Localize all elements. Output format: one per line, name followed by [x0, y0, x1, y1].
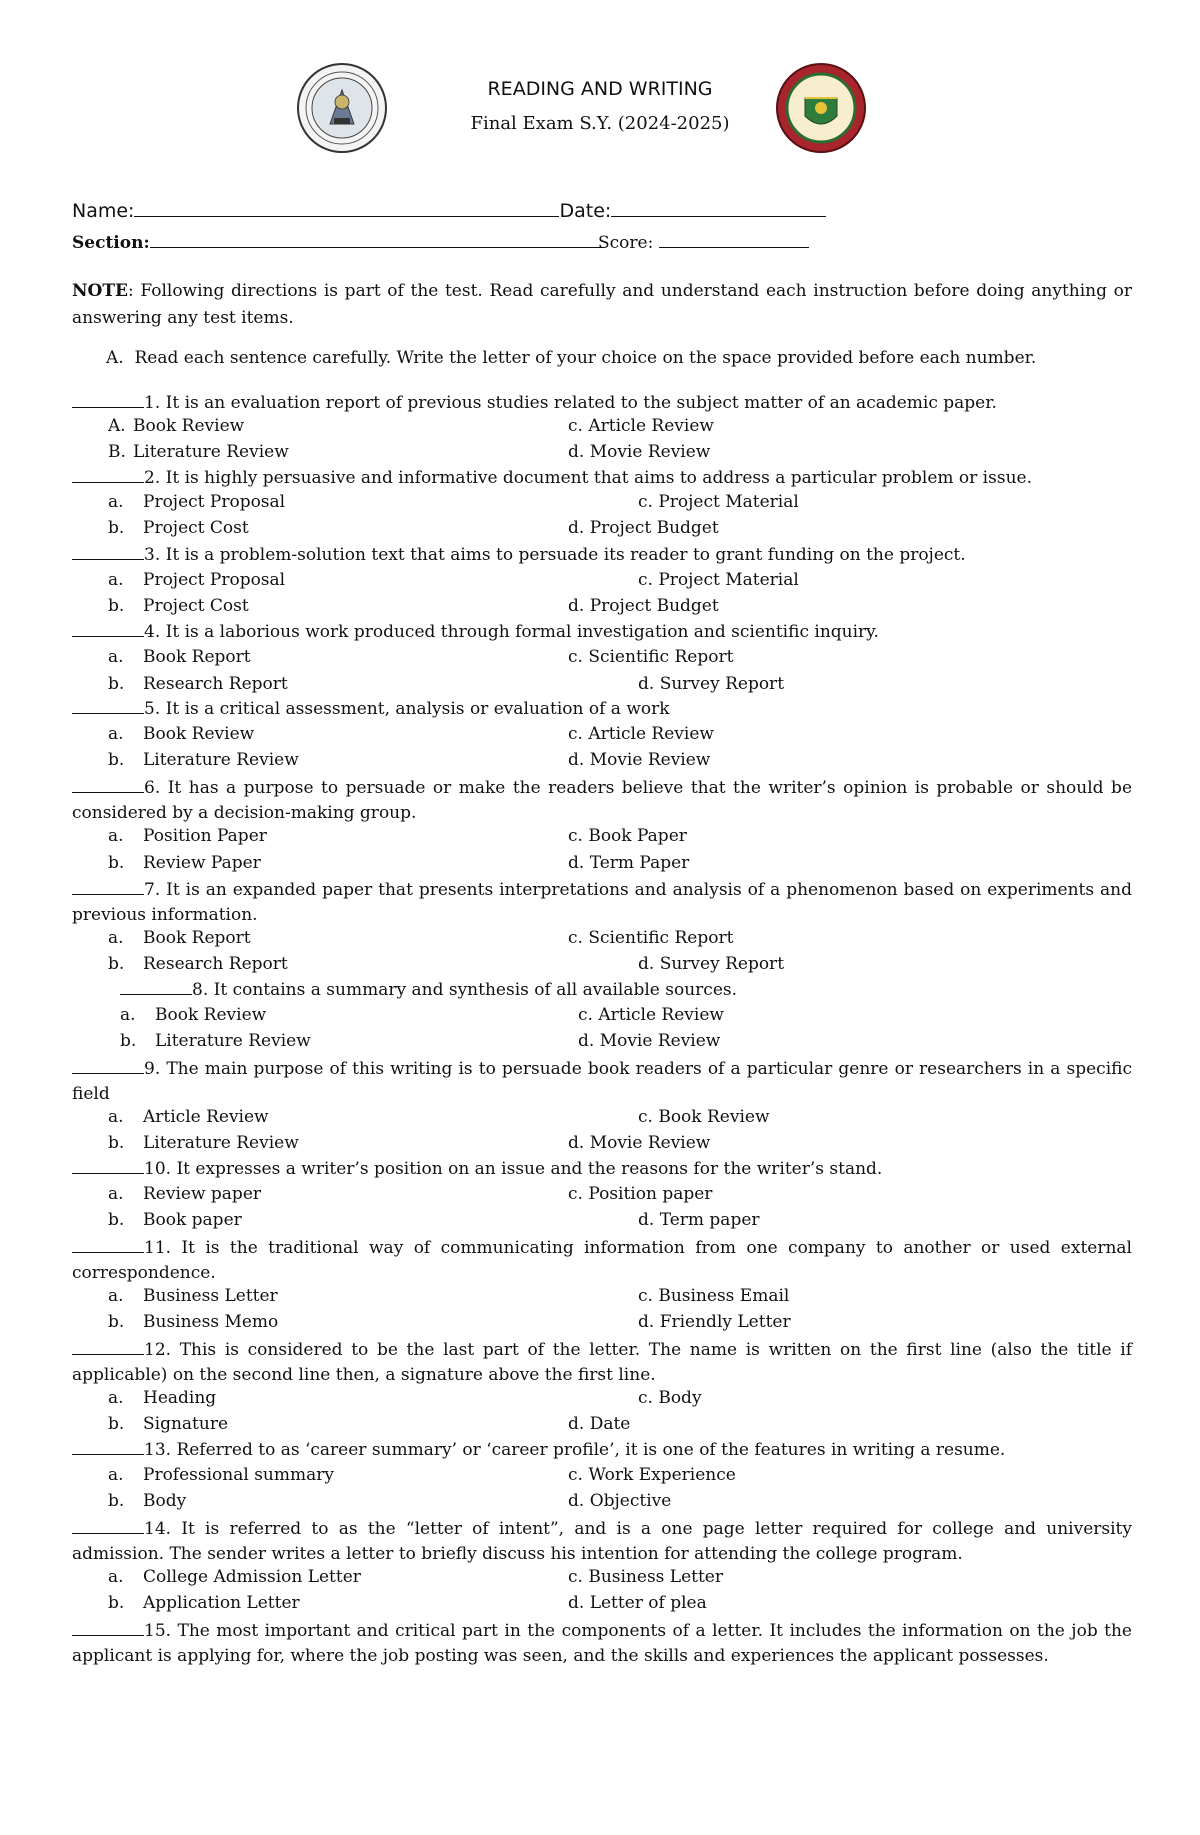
- answer-blank[interactable]: [72, 699, 144, 714]
- option-d: d. Objective: [568, 1491, 672, 1511]
- name-field[interactable]: [134, 196, 559, 217]
- question-15: [72, 1619, 1132, 1669]
- option-a-letter: a.: [108, 724, 124, 744]
- answer-blank[interactable]: [72, 1519, 144, 1534]
- option-b-text: Literature Review: [143, 750, 299, 770]
- option-c: c. Article Review: [568, 416, 714, 436]
- option-d: d. Movie Review: [568, 442, 711, 462]
- option-b-text: Project Cost: [143, 518, 249, 538]
- question-text: 3. It is a problem-solution text that aims to persuade its reader to grant funding on the project.: [144, 545, 966, 565]
- exam-subtitle: Final Exam S.Y. (2024-2025): [470, 113, 730, 134]
- section-field[interactable]: [150, 231, 605, 248]
- question-text: 4. It is a laborious work produced through formal investigation and scientific inquiry.: [144, 622, 879, 642]
- section-row: [72, 231, 605, 253]
- question-2: [72, 468, 1032, 488]
- question-4: [72, 622, 879, 642]
- option-a-letter: a.: [120, 1005, 136, 1025]
- option-b-letter: b.: [108, 954, 125, 974]
- section-a-letter: A.: [106, 348, 124, 368]
- option-b-letter: b.: [108, 518, 125, 538]
- option-a-letter: a.: [108, 1184, 124, 1204]
- question-text: 11. It is the traditional way of communicating information from one company to another or used external correspondence.: [72, 1238, 1132, 1283]
- option-a-text: Project Proposal: [143, 492, 286, 512]
- question-text: 14. It is referred to as the “letter of intent”, and is a one page letter required for college and university admission. The sender writes a letter to briefly discuss his intention for attending the college program.: [72, 1519, 1132, 1564]
- option-a-text: Article Review: [143, 1107, 269, 1127]
- question-3: [72, 545, 966, 565]
- question-text: 13. Referred to as ‘career summary’ or ‘career profile’, it is one of the features in writing a resume.: [144, 1440, 1006, 1460]
- question-text: 5. It is a critical assessment, analysis or evaluation of a work: [144, 699, 670, 719]
- answer-blank[interactable]: [72, 393, 144, 408]
- question-5: [72, 699, 670, 719]
- date-label: Date:: [559, 200, 612, 222]
- option-d: d. Project Budget: [568, 596, 719, 616]
- option-b-letter: b.: [108, 750, 125, 770]
- answer-blank[interactable]: [72, 468, 144, 483]
- option-a-text: Book Report: [143, 647, 251, 667]
- answer-blank[interactable]: [72, 1340, 144, 1355]
- question-text: 7. It is an expanded paper that presents interpretations and analysis of a phenomenon based on experiments and previous information.: [72, 880, 1132, 925]
- option-a-text: Review paper: [143, 1184, 262, 1204]
- section-a-text: Read each sentence carefully. Write the letter of your choice on the space provided before each number.: [134, 348, 1037, 368]
- option-a-text: Project Proposal: [143, 570, 286, 590]
- option-c: c. Business Email: [638, 1286, 790, 1306]
- option-c: c. Project Material: [638, 492, 799, 512]
- name-label: Name:: [72, 200, 135, 222]
- option-a-letter: a.: [108, 1567, 124, 1587]
- answer-blank[interactable]: [72, 880, 144, 895]
- option-c: c. Scientific Report: [568, 928, 734, 948]
- question-10: [72, 1159, 882, 1179]
- option-c: c. Scientific Report: [568, 647, 734, 667]
- option-c: c. Position paper: [568, 1184, 713, 1204]
- section-label: Section:: [72, 233, 150, 253]
- option-d: d. Movie Review: [568, 750, 711, 770]
- option-c: c. Book Review: [638, 1107, 770, 1127]
- question-12: [72, 1338, 1132, 1388]
- option-b-text: Research Report: [143, 954, 288, 974]
- option-a-letter: A.: [108, 416, 126, 436]
- option-d: d. Term Paper: [568, 853, 690, 873]
- option-c: c. Book Paper: [568, 826, 687, 846]
- question-6: [72, 776, 1132, 826]
- note-label: NOTE: [72, 281, 128, 301]
- question-text: 15. The most important and critical part in the components of a letter. It includes the information on the job the applicant is applying for, where the job posting was seen, and the skills and experiences the applicant possesses.: [72, 1621, 1132, 1666]
- answer-blank[interactable]: [72, 545, 144, 560]
- date-field[interactable]: [611, 196, 826, 217]
- option-b-text: Review Paper: [143, 853, 261, 873]
- answer-blank[interactable]: [72, 1059, 144, 1074]
- option-a-text: Book Review: [133, 416, 245, 436]
- answer-blank[interactable]: [72, 778, 144, 793]
- option-b-letter: b.: [120, 1031, 137, 1051]
- option-a-text: Book Review: [143, 724, 255, 744]
- option-d: d. Survey Report: [638, 954, 785, 974]
- option-a-letter: a.: [108, 1465, 124, 1485]
- option-d: d. Term paper: [638, 1210, 760, 1230]
- score-label: Score:: [598, 233, 654, 253]
- option-a-letter: a.: [108, 492, 124, 512]
- option-d: d. Date: [568, 1414, 631, 1434]
- note-paragraph: [72, 278, 1132, 332]
- name-row: [72, 196, 826, 222]
- score-field[interactable]: [659, 231, 809, 248]
- option-c: c. Work Experience: [568, 1465, 736, 1485]
- option-b-text: Research Report: [143, 674, 288, 694]
- option-d: d. Friendly Letter: [638, 1312, 791, 1332]
- option-d: d. Movie Review: [568, 1133, 711, 1153]
- option-b-text: Literature Review: [143, 1133, 299, 1153]
- option-b-text: Business Memo: [143, 1312, 279, 1332]
- deped-seal-icon: [296, 62, 388, 154]
- option-a-letter: a.: [108, 1107, 124, 1127]
- option-a-text: College Admission Letter: [143, 1567, 361, 1587]
- question-text: 10. It expresses a writer’s position on an issue and the reasons for the writer’s stand.: [144, 1159, 883, 1179]
- option-b-text: Application Letter: [143, 1593, 300, 1613]
- option-c: c. Project Material: [638, 570, 799, 590]
- option-d: d. Survey Report: [638, 674, 785, 694]
- answer-blank[interactable]: [72, 622, 144, 637]
- option-b-letter: b.: [108, 1210, 125, 1230]
- option-d: d. Letter of plea: [568, 1593, 707, 1613]
- option-b-text: Book paper: [143, 1210, 242, 1230]
- note-text: : Following directions is part of the test. Read carefully and understand each instruction before doing anything or answering any test items.: [72, 281, 1132, 328]
- answer-blank[interactable]: [72, 1159, 144, 1174]
- question-11: [72, 1236, 1132, 1286]
- school-seal-icon: [775, 62, 867, 154]
- exam-title: READING AND WRITING: [487, 78, 713, 100]
- option-a-text: Business Letter: [143, 1286, 278, 1306]
- option-a-letter: a.: [108, 1286, 124, 1306]
- option-b-letter: b.: [108, 1491, 125, 1511]
- score-row: [598, 231, 809, 253]
- answer-blank[interactable]: [72, 1621, 144, 1636]
- option-b-letter: b.: [108, 1593, 125, 1613]
- option-a-text: Book Report: [143, 928, 251, 948]
- option-b-letter: b.: [108, 1133, 125, 1153]
- option-b-letter: b.: [108, 853, 125, 873]
- option-a-letter: a.: [108, 1388, 124, 1408]
- question-text: 6. It has a purpose to persuade or make the readers believe that the writer’s opinion is probable or should be considered by a decision-making group.: [72, 778, 1132, 823]
- question-text: 1. It is an evaluation report of previous studies related to the subject matter of an academic paper.: [144, 393, 997, 413]
- option-b-letter: b.: [108, 1312, 125, 1332]
- option-a-text: Professional summary: [143, 1465, 334, 1485]
- answer-blank[interactable]: [72, 1238, 144, 1253]
- question-7: [72, 878, 1132, 928]
- option-b-text: Literature Review: [133, 442, 289, 462]
- option-a-text: Heading: [143, 1388, 217, 1408]
- option-a-letter: a.: [108, 647, 124, 667]
- question-text: 2. It is highly persuasive and informative document that aims to address a particular problem or issue.: [144, 468, 1032, 488]
- section-a-instruction: [106, 348, 1036, 368]
- option-a-text: Position Paper: [143, 826, 267, 846]
- option-b-letter: b.: [108, 674, 125, 694]
- question-8: [120, 980, 737, 1000]
- question-9: [72, 1057, 1132, 1107]
- option-b-letter: b.: [108, 1414, 125, 1434]
- option-a-letter: a.: [108, 570, 124, 590]
- option-c: c. Article Review: [578, 1005, 724, 1025]
- question-text: 8. It contains a summary and synthesis of all available sources.: [192, 980, 738, 1000]
- question-1: [72, 393, 997, 413]
- option-b-text: Signature: [143, 1414, 229, 1434]
- option-c: c. Business Letter: [568, 1567, 723, 1587]
- question-14: [72, 1517, 1132, 1567]
- option-d: d. Project Budget: [568, 518, 719, 538]
- answer-blank[interactable]: [120, 980, 192, 995]
- option-c: c. Article Review: [568, 724, 714, 744]
- option-b-text: Body: [143, 1491, 187, 1511]
- option-a-letter: a.: [108, 928, 124, 948]
- option-b-text: Literature Review: [155, 1031, 311, 1051]
- answer-blank[interactable]: [72, 1440, 144, 1455]
- question-text: 9. The main purpose of this writing is to persuade book readers of a particular genre or researchers in a specific field: [72, 1059, 1132, 1104]
- option-b-letter: B.: [108, 442, 126, 462]
- option-b-text: Project Cost: [143, 596, 249, 616]
- question-13: [72, 1440, 1005, 1460]
- question-text: 12. This is considered to be the last part of the letter. The name is written on the first line (also the title if applicable) on the second line then, a signature above the first line.: [72, 1340, 1132, 1385]
- option-a-letter: a.: [108, 826, 124, 846]
- option-c: c. Body: [638, 1388, 702, 1408]
- option-a-text: Book Review: [155, 1005, 267, 1025]
- option-d: d. Movie Review: [578, 1031, 721, 1051]
- option-b-letter: b.: [108, 596, 125, 616]
